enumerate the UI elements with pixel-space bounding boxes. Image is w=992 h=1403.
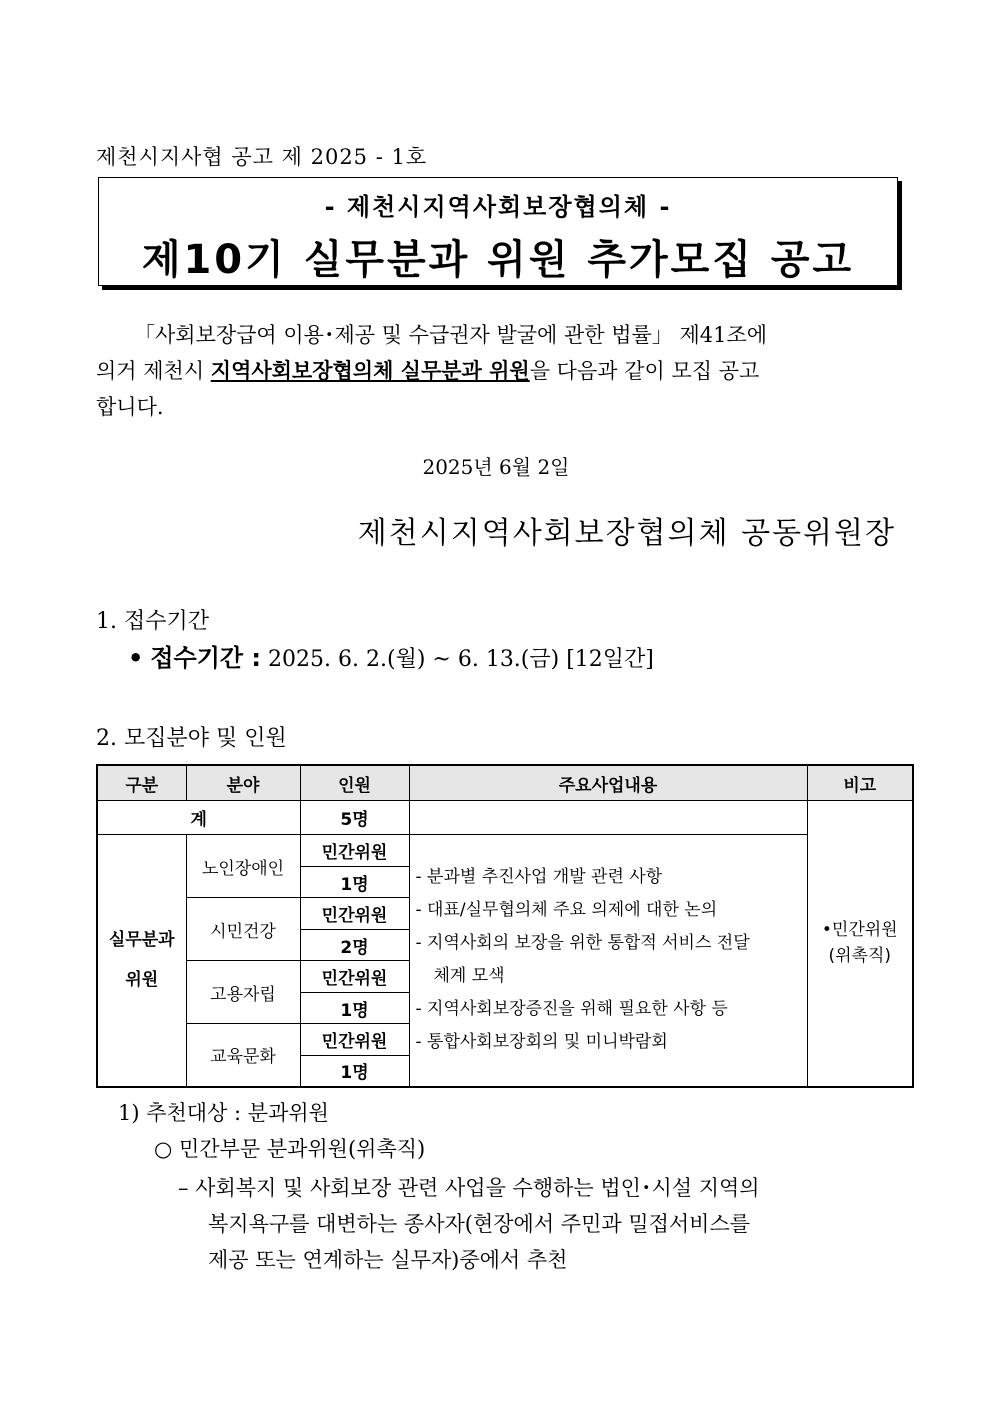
notice-number: 제천시지사협 공고 제 2025 - 1호 <box>96 145 428 169</box>
period-label: 접수기간 : <box>150 644 262 672</box>
remark-line-1: •민간위원 <box>821 920 898 941</box>
recommend-sub: ○ 민간부문 분과위원(위촉직) <box>154 1137 426 1161</box>
bullet-icon: • <box>128 644 144 672</box>
recommend-detail <box>178 1170 760 1278</box>
category-cell <box>97 835 186 1087</box>
intro-line-3: 합니다. <box>96 395 164 419</box>
count-cell: 1명 <box>300 867 409 898</box>
intro-line-2-after: 을 다음과 같이 모집 공고 <box>529 359 760 383</box>
header-remark: 비고 <box>807 765 913 801</box>
task-item: - 지역사회보장증진을 위해 필요한 사항 등 <box>415 999 728 1020</box>
recommend-heading: 1) 추천대상 : 분과위원 <box>118 1101 329 1125</box>
table-header-row <box>97 765 913 801</box>
recruit-table <box>96 764 914 1088</box>
task-item: - 지역사회의 보장을 위한 통합적 서비스 전달 <box>415 933 750 954</box>
tasks-cell <box>409 835 807 1087</box>
table-row <box>97 835 913 867</box>
task-item: - 분과별 추진사업 개발 관련 사항 <box>415 867 663 888</box>
recommend-detail-line-3: 제공 또는 연계하는 실무자)중에서 추천 <box>208 1248 568 1272</box>
field-cell: 고용자립 <box>186 961 300 1024</box>
type-cell: 민간위원 <box>300 961 409 993</box>
issuer: 제천시지역사회보장협의체 공동위원장 <box>357 516 896 551</box>
type-cell: 민간위원 <box>300 898 409 930</box>
header-field: 분야 <box>186 765 300 801</box>
section-1-heading: 1. 접수기간 <box>96 609 209 634</box>
intro-line-2 <box>96 353 896 389</box>
task-item: - 대표/실무협의체 주요 의제에 대한 논의 <box>415 900 718 921</box>
header-count: 인원 <box>300 765 409 801</box>
intro-line-2-before: 의거 제천시 <box>96 359 211 383</box>
total-label: 계 <box>97 801 300 835</box>
remark-line-2: (위촉직) <box>828 946 892 967</box>
count-cell: 1명 <box>300 1056 409 1087</box>
period-value: 2025. 6. 2.(월) ~ 6. 13.(금) [12일간] <box>268 647 654 672</box>
header-category: 구분 <box>97 765 186 801</box>
category-line-2: 위원 <box>125 970 159 991</box>
total-tasks-empty <box>409 801 807 835</box>
page-title: 제10기 실무분과 위원 추가모집 공고 <box>141 237 855 283</box>
table-total-row <box>97 801 913 835</box>
field-cell: 시민건강 <box>186 898 300 961</box>
type-cell: 민간위원 <box>300 1024 409 1056</box>
task-item: 체계 모색 <box>433 966 505 987</box>
title-box <box>98 177 898 286</box>
field-cell: 교육문화 <box>186 1024 300 1087</box>
type-cell: 민간위원 <box>300 835 409 867</box>
remark-cell <box>807 801 913 1087</box>
total-count: 5명 <box>300 801 409 835</box>
recommend-detail-line-1: – 사회복지 및 사회보장 관련 사업을 수행하는 법인･시설 지역의 <box>178 1176 760 1200</box>
title-subtitle: - 제천시지역사회보장협의체 - <box>324 193 672 221</box>
intro-underlined-text: 지역사회보장협의체 실무분과 위원 <box>210 359 530 383</box>
count-cell: 1명 <box>300 993 409 1024</box>
task-item: - 통합사회보장회의 및 미니박람회 <box>415 1032 668 1053</box>
category-line-1: 실무분과 <box>108 930 175 951</box>
section-2-heading: 2. 모집분야 및 인원 <box>96 726 287 751</box>
notice-date: 2025년 6월 2일 <box>422 455 570 479</box>
period-line <box>128 638 654 673</box>
intro-line-1: 「사회보장급여 이용･제공 및 수급권자 발굴에 관한 법률」 제41조에 <box>134 323 768 347</box>
recommend-detail-line-2: 복지욕구를 대변하는 종사자(현장에서 주민과 밀접서비스를 <box>208 1212 751 1236</box>
count-cell: 2명 <box>300 930 409 961</box>
intro-paragraph <box>96 317 896 425</box>
header-tasks: 주요사업내용 <box>409 765 807 801</box>
field-cell: 노인장애인 <box>186 835 300 898</box>
